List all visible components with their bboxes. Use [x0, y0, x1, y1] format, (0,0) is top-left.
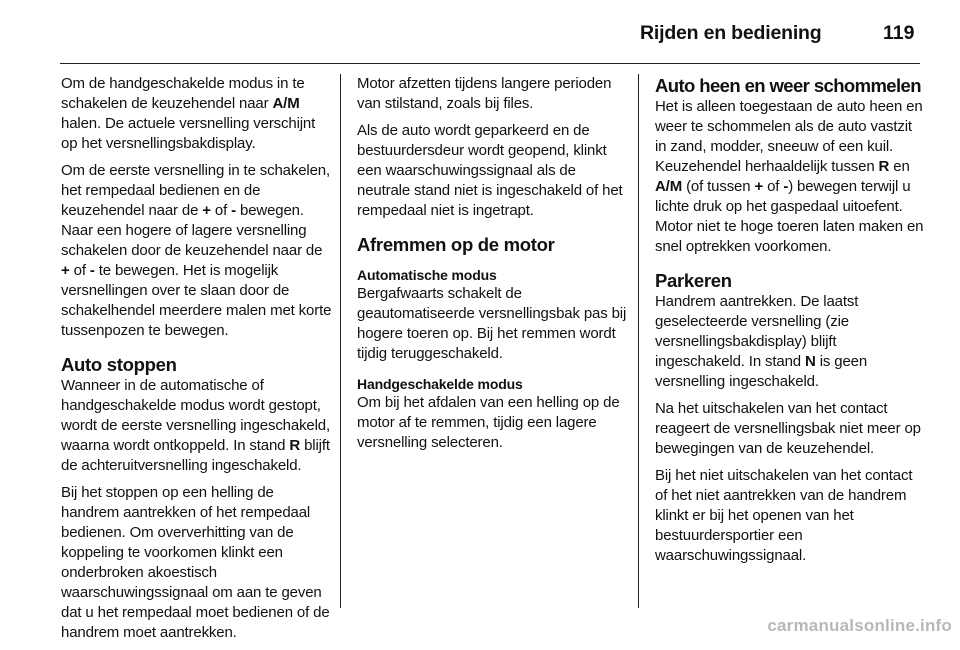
section-heading: Afremmen op de motor	[357, 234, 555, 255]
paragraph: Om de eerste versnelling in te schakelen, het rempedaal bedienen en de keuzehendel naar de + of - bewegen. Naar een hogere of lagere versnelling schakelen door de keuzehendel naar de + of - te bewegen. Het is mogelijk versnellingen over te slaan door de schakelhendel meerdere malen met korte tussenpozen te bewegen.	[61, 162, 332, 339]
paragraph: Bergafwaarts schakelt de geautomatiseerde versnellingsbak pas bij hogere toeren op. Bij het remmen wordt tijdig teruggeschakeld.	[357, 285, 627, 362]
paragraph: Om de handgeschakelde modus in te schakelen de keuzehendel naar A/M halen. De actuele versnelling verschijnt op het versnellingsbakdisplay.	[61, 75, 316, 152]
column-divider	[340, 74, 341, 608]
section-heading: Auto heen en weer schommelen	[655, 75, 921, 96]
watermark: carmanualsonline.info	[767, 616, 952, 635]
paragraph: Motor afzetten tijdens langere perioden van stilstand, zoals bij files.	[357, 75, 612, 112]
page-number: 119	[883, 22, 915, 44]
text-column-1	[61, 74, 332, 650]
paragraph: Bij het niet uitschakelen van het contact of het niet aantrekken van de handrem klinkt er bij het openen van het bestuurdersportier een waarschuwingssignaal.	[655, 467, 913, 564]
paragraph: Na het uitschakelen van het contact reageert de versnellingsbak niet meer op bewegingen van de keuzehendel.	[655, 400, 921, 457]
text-column-2	[357, 74, 629, 460]
subsection-heading: Automatische modus	[357, 267, 497, 283]
page-header-title: Rijden en bediening	[640, 22, 822, 44]
column-divider	[638, 74, 639, 608]
paragraph: Als de auto wordt geparkeerd en de bestuurdersdeur wordt geopend, klinkt een waarschuwingssignaal als de neutrale stand niet is ingeschakeld of het rempedaal niet is ingetrapt.	[357, 122, 623, 219]
section-heading: Auto stoppen	[61, 354, 177, 375]
paragraph: Handrem aantrekken. De laatst geselecteerde versnelling (zie versnellingsbakdisplay) blijft ingeschakeld. In stand N is geen versnelling ingeschakeld.	[655, 293, 868, 390]
paragraph: Het is alleen toegestaan de auto heen en weer te schommelen als de auto vastzit in zand, modder, sneeuw of een kuil. Keuzehendel herhaaldelijk tussen R en A/M (of tussen + of -) bewegen terwijl u lichte druk op het gaspedaal uitoefent. Motor niet te hoge toeren laten maken en snel optrekken voorkomen.	[655, 98, 924, 255]
header-rule	[60, 63, 920, 64]
paragraph: Wanneer in de automatische of handgeschakelde modus wordt gestopt, wordt de eerste versnelling ingeschakeld, waarna wordt ontkoppeld. In stand R blijft de achteruitversnelling ingeschakeld.	[61, 377, 331, 474]
section-heading: Parkeren	[655, 270, 732, 291]
paragraph: Om bij het afdalen van een helling op de motor af te remmen, tijdig een lagere versnelling selecteren.	[357, 394, 620, 451]
subsection-heading: Handgeschakelde modus	[357, 376, 523, 392]
text-column-3	[655, 74, 925, 573]
paragraph: Bij het stoppen op een helling de handrem aantrekken of het rempedaal bedienen. Om oververhitting van de koppeling te voorkomen klinkt een onderbroken akoestisch waarschuwingssignaal om aan te geven dat u het rempedaal moet bedienen of de handrem moet aantrekken.	[61, 484, 330, 641]
